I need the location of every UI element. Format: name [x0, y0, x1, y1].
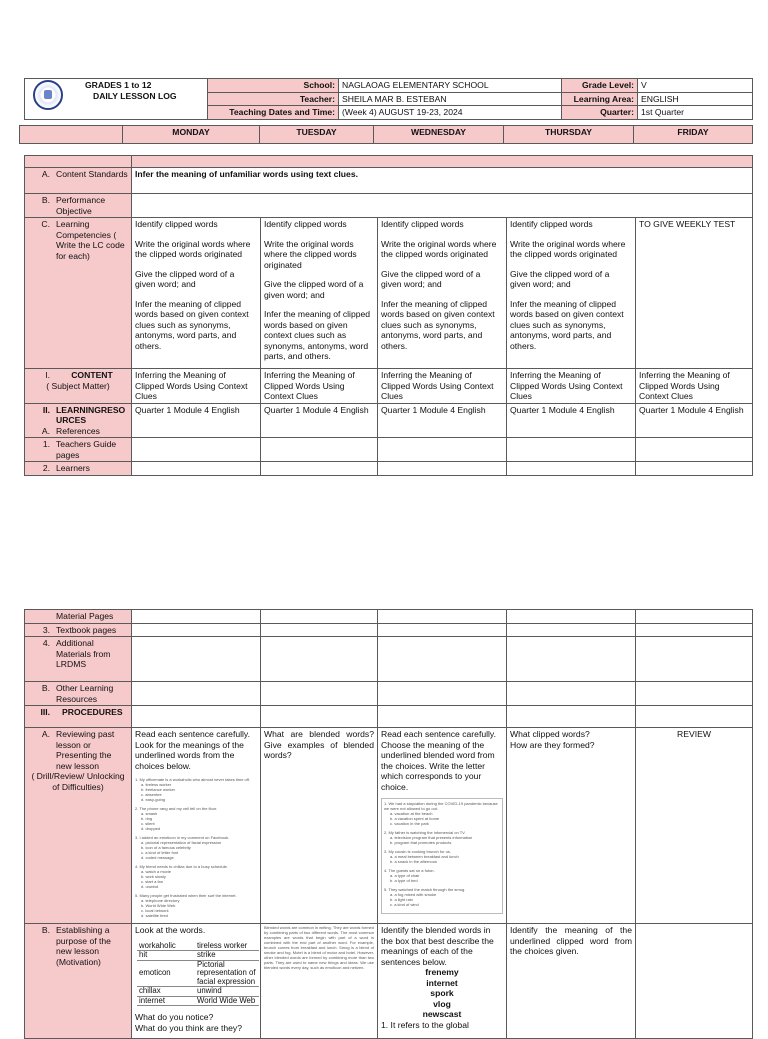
- quarter-label: Quarter:: [562, 106, 638, 120]
- tg-wed: [378, 438, 507, 462]
- tb-wed: [378, 623, 507, 637]
- tuesday-reading-image: Blended words are common in writing. They are words formed by combining parts of two different words. The most common examples are words that begin with part of a word is combined with the end part of another word. For example, brunch comes from breakfast and lunch. Smog is a blend of smoke and fog. Motel is a blend of motor and hotel. However, other blended words are formed by combining more than two parts. They are used to name new things and ideas. We use blended words every day, such as emoticon and netizen.: [264, 925, 374, 970]
- thursday-motivation: Identify the meaning of the underlined clipped word from the choices given.: [507, 924, 636, 1039]
- dates-value: (Week 4) AUGUST 19-23, 2024: [339, 106, 562, 120]
- other-resources-label: B. Other Learning Resources: [25, 682, 132, 706]
- tuesday-motivation: [261, 924, 378, 1039]
- wednesday-content: Inferring the Meaning of Clipped Words Using Context Clues: [378, 369, 507, 404]
- grades-label: GRADES 1 to 12: [85, 80, 152, 90]
- tuesday-content: Inferring the Meaning of Clipped Words Using Context Clues: [261, 369, 378, 404]
- day-wednesday: WEDNESDAY: [374, 126, 504, 144]
- word-pair-term: emoticon: [137, 960, 195, 987]
- tuesday-resources: Quarter 1 Module 4 English: [261, 403, 378, 438]
- lm-fri: [636, 462, 753, 476]
- tb-mon: [132, 623, 261, 637]
- lmp-wed: [378, 610, 507, 624]
- tg-mon: [132, 438, 261, 462]
- monday-resources: Quarter 1 Module 4 English: [132, 403, 261, 438]
- blended-word: newscast: [422, 1009, 462, 1019]
- lesson-table-page-2: [24, 609, 753, 1039]
- days-header: [19, 125, 753, 144]
- deped-seal-icon: [33, 80, 63, 110]
- school-label: School:: [208, 79, 339, 93]
- or-mon: [132, 682, 261, 706]
- friday-motivation: [636, 924, 753, 1039]
- wednesday-review: Read each sentence carefully. Choose the meaning of the underlined blended word from the choices. Write the letter which corresponds to your choice. 1. We had a staycation during the COVID-19 pandemic because we were not allowed to go out. a. vacation at the beach b. a vacation spent at home c. vacation in the park 2. My father is watching the infomercial on TV. a. television program that presents information b. program that promotes products 3. My cousin is cooking brunch for us. a. a meal between breakfast and lunch b. a snack in the afternoon 4. The guests sat on a futon. a. a type of chair b. a type of bed 5. They watched the match through the smog. a. a fog mixed with smoke b. a light rain c. a kind of wind: [378, 728, 507, 924]
- day-friday: FRIDAY: [634, 126, 753, 144]
- tg-fri: [636, 438, 753, 462]
- procedures-label: III. PROCEDURES: [25, 706, 132, 728]
- lmp-fri: [636, 610, 753, 624]
- lesson-table-page-1: [24, 155, 753, 476]
- tg-tue: [261, 438, 378, 462]
- teachers-guide-label: 1. Teachers Guide pages: [25, 438, 132, 462]
- word-pair-term: internet: [137, 996, 195, 1006]
- day-thursday: THURSDAY: [504, 126, 634, 144]
- performance-objective-label: B. Performance Objective: [25, 194, 132, 218]
- pr-wed: [378, 706, 507, 728]
- learning-area-value: ENGLISH: [638, 92, 753, 106]
- dates-label: Teaching Dates and Time:: [208, 106, 339, 120]
- lm-tue: [261, 462, 378, 476]
- lm-wed: [378, 462, 507, 476]
- add-wed: [378, 637, 507, 682]
- word-pair-term: hit: [137, 951, 195, 961]
- wednesday-competencies: Identify clipped words Write the original words where the clipped words originated Give the clipped word of a given word; and Infer the meaning of clipped words based on given context clues such as synonyms, antonyms, word parts, and others.: [378, 218, 507, 369]
- school-value: NAGLAOAG ELEMENTARY SCHOOL: [339, 79, 562, 93]
- word-pair-meaning: tireless worker: [195, 942, 259, 951]
- or-tue: [261, 682, 378, 706]
- lm-mon: [132, 462, 261, 476]
- content-label: I. CONTENT ( Subject Matter): [25, 369, 132, 404]
- or-fri: [636, 682, 753, 706]
- tb-fri: [636, 623, 753, 637]
- add-fri: [636, 637, 753, 682]
- tuesday-competencies: Identify clipped words Write the original words where the clipped words originated Give the clipped word of a given word; and Infer the meaning of clipped words based on given context clues such as synonyms, antonyms, word parts, and others.: [261, 218, 378, 369]
- friday-content: Inferring the Meaning of Clipped Words Using Context Clues: [636, 369, 753, 404]
- friday-review: REVIEW: [636, 728, 753, 924]
- blended-word: vlog: [433, 998, 451, 1009]
- friday-competencies: TO GIVE WEEKLY TEST: [636, 218, 753, 369]
- tuesday-review: What are blended words? Give examples of blended words?: [261, 728, 378, 924]
- content-standards-label: A. Content Standards: [25, 168, 132, 194]
- reviewing-lesson-label: A. Reviewing past lesson or Presenting the new lesson ( Drill/Review/ Unlocking of Difficulties): [25, 728, 132, 924]
- tg-thu: [507, 438, 636, 462]
- tb-tue: [261, 623, 378, 637]
- teacher-label: Teacher:: [208, 92, 339, 106]
- wednesday-resources: Quarter 1 Module 4 English: [378, 403, 507, 438]
- days-header-blank: [20, 126, 123, 144]
- header-title-cell: [25, 79, 208, 120]
- grade-level-label: Grade Level:: [562, 79, 638, 93]
- word-pair-term: chillax: [137, 987, 195, 997]
- lm-thu: [507, 462, 636, 476]
- thursday-competencies: Identify clipped words Write the original words where the clipped words originated Give the clipped word of a given word; and Infer the meaning of clipped words based on given context clues such as synonyms, antonyms, word parts, and others.: [507, 218, 636, 369]
- pr-thu: [507, 706, 636, 728]
- tb-thu: [507, 623, 636, 637]
- objectives-header-span: [132, 156, 753, 168]
- lmp-tue: [261, 610, 378, 624]
- learners-material-label: Material Pages: [25, 610, 132, 624]
- word-pair-meaning: World Wide Web: [195, 996, 259, 1006]
- monday-review: Read each sentence carefully. Look for the meanings of the underlined words from the choices below. 1. My officemate is a workaholic who almost never takes time off. a. tireless worker b. freelance worker c. absentee d. easy-going 2. The phone rang and my cell fell on the floor. a. smash b. ring c. silent d. dropped 3. I added an emoticon in my comment on Facebook. a. pictorial representation of facial expression b. icon of a famous celebrity c. a kind of letter font d. coded message 4. My friend needs to chillax due to a busy schedule. a. watch a movie b. work slowly c. start a fan d. unwind 5. Many people get frustrated when their surf the internet. a. telephone directory b. World Wide Web c. local network d. satellite feed: [132, 728, 261, 924]
- word-pair-meaning: strike: [195, 951, 259, 961]
- textbook-label: 3. Textbook pages: [25, 623, 132, 637]
- lmp-thu: [507, 610, 636, 624]
- establishing-purpose-label: B. Establishing a purpose of the new lesson (Motivation): [25, 924, 132, 1039]
- monday-motivation: Look at the words. workaholic tireless worker hit strike emoticon Pictorial representation of facial expression chillax unwind internet World Wide Web What do you notice? What do you think are they?: [132, 924, 261, 1039]
- day-monday: MONDAY: [123, 126, 260, 144]
- add-tue: [261, 637, 378, 682]
- or-thu: [507, 682, 636, 706]
- word-pair-term: workaholic: [137, 942, 195, 951]
- performance-objective-value: [132, 194, 753, 218]
- add-thu: [507, 637, 636, 682]
- blended-word: frenemy: [425, 967, 459, 977]
- learning-competencies-label: C. Learning Competencies ( Write the LC code for each): [25, 218, 132, 369]
- friday-resources: Quarter 1 Module 4 English: [636, 403, 753, 438]
- wednesday-worksheet-image: 1. We had a staycation during the COVID-19 pandemic because we were not allowed to go out. a. vacation at the beach b. a vacation spent at home c. vacation in the park 2. My father is watching the infomercial on TV. a. television program that presents information b. program that promotes products 3. My cousin is cooking brunch for us. a. a meal between breakfast and lunch b. a snack in the afternoon 4. The guests sat on a futon. a. a type of chair b. a type of bed 5. They watched the match through the smog. a. a fog mixed with smoke b. a light rain c. a kind of wind: [381, 798, 503, 914]
- learners-label: 2. Learners: [25, 462, 132, 476]
- teacher-value: SHEILA MAR B. ESTEBAN: [339, 92, 562, 106]
- blended-word: spork: [430, 988, 454, 998]
- grade-level-value: V: [638, 79, 753, 93]
- lmp-mon: [132, 610, 261, 624]
- monday-worksheet-image: 1. My officemate is a workaholic who almost never takes time off. a. tireless worker b. freelance worker c. absentee d. easy-going 2. The phone rang and my cell fell on the floor. a. smash b. ring c. silent d. dropped 3. I added an emoticon in my comment on Facebook. a. pictorial representation of facial expression b. icon of a famous celebrity c. a kind of letter font d. coded message 4. My friend needs to chillax due to a busy schedule. a. watch a movie b. work slowly c. start a fan d. unwind 5. Many people get frustrated when their surf the internet. a. telephone directory b. World Wide Web c. local network d. satellite feed: [135, 777, 251, 918]
- thursday-resources: Quarter 1 Module 4 English: [507, 403, 636, 438]
- pr-mon: [132, 706, 261, 728]
- wednesday-motivation: Identify the blended words in the box that best describe the meanings of each of the sentences below. frenemy internet spork vlog newscast 1. It refers to the global: [378, 924, 507, 1039]
- content-standards-value: Infer the meaning of unfamiliar words using text clues.: [132, 168, 753, 194]
- learning-area-label: Learning Area:: [562, 92, 638, 106]
- add-mon: [132, 637, 261, 682]
- objectives-header-label: [25, 156, 132, 168]
- thursday-content: Inferring the Meaning of Clipped Words Using Context Clues: [507, 369, 636, 404]
- or-wed: [378, 682, 507, 706]
- pr-tue: [261, 706, 378, 728]
- quarter-value: 1st Quarter: [638, 106, 753, 120]
- blended-word: internet: [426, 977, 458, 988]
- additional-materials-label: 4. Additional Materials from LRDMS: [25, 637, 132, 682]
- header-table: [24, 78, 753, 120]
- word-pair-meaning: unwind: [195, 987, 259, 997]
- monday-content: Inferring the Meaning of Clipped Words Using Context Clues: [132, 369, 261, 404]
- learning-resources-label: II. LEARNINGRESOURCES A. References: [25, 403, 132, 438]
- word-pairs-table: [137, 942, 259, 1007]
- day-tuesday: TUESDAY: [260, 126, 374, 144]
- monday-competencies: Identify clipped words Write the original words where the clipped words originated Give the clipped word of a given word; and Infer the meaning of clipped words based on given context clues such as synonyms, antonyms, word parts, and others.: [132, 218, 261, 369]
- pr-fri: [636, 706, 753, 728]
- thursday-review: What clipped words? How are they formed?: [507, 728, 636, 924]
- word-pair-meaning: Pictorial representation of facial expression: [195, 960, 259, 987]
- daily-lesson-log-title: DAILY LESSON LOG: [93, 90, 177, 101]
